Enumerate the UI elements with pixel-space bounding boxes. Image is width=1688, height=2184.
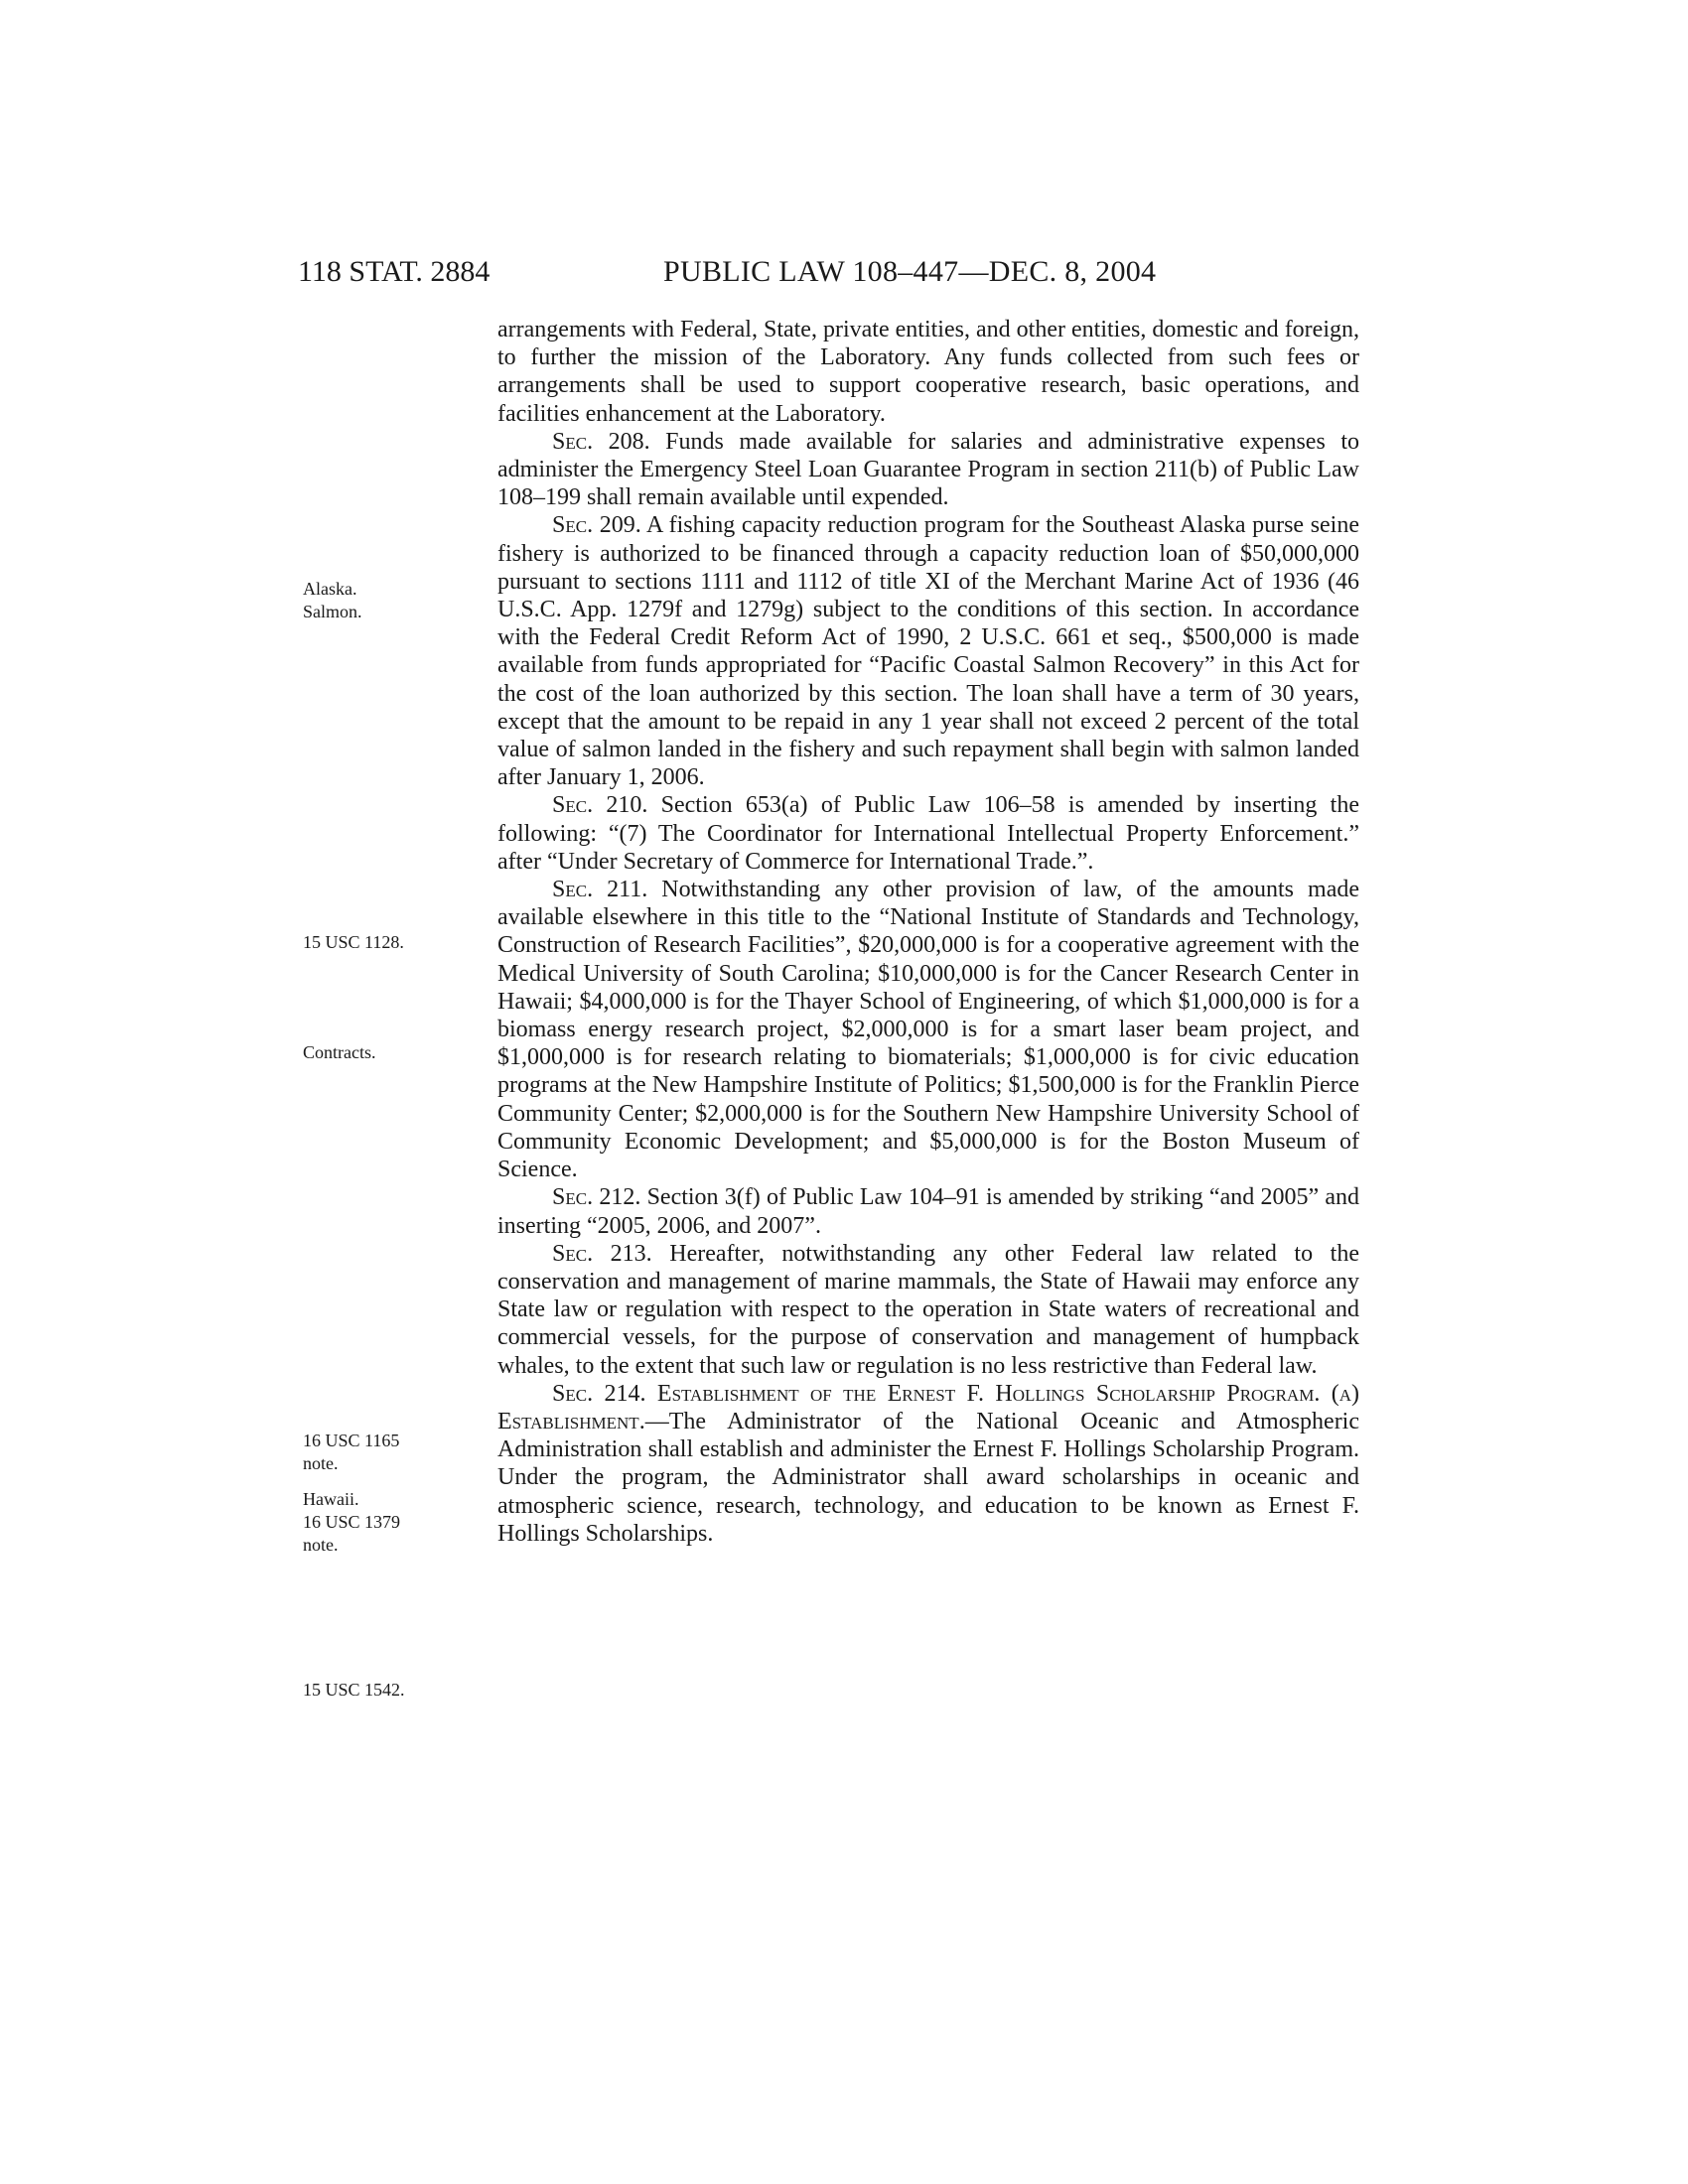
margin-note-line: Alaska. [303, 579, 357, 599]
margin-note-15-usc-1542 [303, 1679, 472, 1702]
section-label: Sec. 211. [552, 877, 648, 903]
section-heading: Establishment of the Ernest F. Hollings Scholarship Program. [645, 1380, 1321, 1407]
paragraph-sec-208 [497, 428, 1359, 512]
body-text [497, 316, 1359, 1548]
section-text: Section 3(f) of Public Law 104–91 is amended by striking “and 2005” and inserting “2005, 2006, and 2007”. [497, 1184, 1360, 1239]
margin-note-hawaii [303, 1488, 472, 1557]
paragraph-continuation: arrangements with Federal, State, private entities, and other entities, domestic and foreign, to further the mission of the Laboratory. Any funds collected from such fees or arrangements shall be used to support cooperative research, basic operations, and facilities enhancement at the Laboratory. [497, 317, 1359, 427]
section-text: Hereafter, notwithstanding any other Federal law related to the conservation and management of marine mammals, the State of Hawaii may enforce any State law or regulation with respect to the operation in State waters of recreational and commercial vessels, for the purpose of conservation and management of humpback whales, to the extent that such law or regulation is no less restrictive than Federal law. [497, 1240, 1359, 1379]
subsection-label: (a) Establishment. [497, 1380, 1360, 1434]
running-header [298, 252, 1390, 292]
margin-note-line: note. [303, 1535, 339, 1555]
section-text: A fishing capacity reduction program for the Southeast Alaska purse seine fishery is authorized to be financed through a capacity reduction loan of $50,000,000 pursuant to sections 1111 and 1112 of title XI of the Merchant Marine Act of 1936 (46 U.S.C. App. 1279f and 1279g) subject to the conditions of this section. In accordance with the Federal Credit Reform Act of 1990, 2 U.S.C. 661 et seq., $500,000 is made available from funds appropriated for “Pacific Coastal Salmon Recovery” in this Act for the cost of the loan authorized by this section. The loan shall have a term of 30 years, except that the amount to be repaid in any 1 year shall not exceed 2 percent of the total value of salmon landed in the fishery and such repayment shall begin with salmon landed after January 1, 2006. [497, 512, 1360, 791]
stat-page-number: 118 STAT. 2884 [298, 255, 491, 288]
margin-note-line: Hawaii. [303, 1489, 359, 1509]
paragraph-sec-212 [497, 1183, 1359, 1239]
section-label: Sec. 212. [552, 1184, 641, 1211]
section-label: Sec. 208. [552, 428, 650, 455]
paragraph-sec-213 [497, 1240, 1359, 1380]
section-label: Sec. 210. [552, 792, 648, 819]
section-label: Sec. 209. [552, 512, 641, 539]
margin-note-line: 16 USC 1379 [303, 1512, 401, 1532]
margin-note-line: note. [303, 1453, 339, 1473]
paragraph-sec-211 [497, 876, 1359, 1183]
margin-note-alaska-salmon [303, 578, 472, 623]
margin-note-line: 16 USC 1165 [303, 1431, 400, 1450]
section-text: —The Administrator of the National Oceanic and Atmospheric Administration shall establish and administer the Ernest F. Hollings Scholarship Program. Under the program, the Administrator shall award scholarships in oceanic and atmospheric science, research, technology, and education to be known as Ernest F. Hollings Scholarships. [497, 1408, 1359, 1547]
paragraph-sec-209 [497, 511, 1359, 791]
paragraph-sec-214 [497, 1380, 1359, 1548]
section-text: Notwithstanding any other provision of law, of the amounts made available elsewhere in this title to the “National Institute of Standards and Technology, Construction of Research Facilities”, $20,000,000 is for a cooperative agreement with the Medical University of South Carolina; $10,000,000 is for the Cancer Research Center in Hawaii; $4,000,000 is for the Thayer School of Engineering, of which $1,000,000 is for a biomass energy research project, $2,000,000 is for a smart laser beam project, and $1,000,000 is for research relating to biomaterials; $1,000,000 is for civic education programs at the New Hampshire Institute of Politics; $1,500,000 is for the Franklin Pierce Community Center; $2,000,000 is for the Southern New Hampshire University School of Community Economic Development; and $5,000,000 is for the Boston Museum of Science. [497, 877, 1360, 1183]
section-label: Sec. 214. [552, 1380, 646, 1407]
section-text: Funds made available for salaries and administrative expenses to administer the Emergency Steel Loan Guarantee Program in section 211(b) of Public Law 108–199 shall remain available until expended. [497, 428, 1359, 511]
margin-note-contracts [303, 1041, 472, 1064]
margin-note-line: Salmon. [303, 602, 362, 621]
section-label: Sec. 213. [552, 1240, 652, 1267]
margin-note-line: 15 USC 1128. [303, 932, 404, 952]
margin-note-15-usc-1128 [303, 931, 472, 954]
paragraph-sec-210 [497, 791, 1359, 876]
margin-note-line: 15 USC 1542. [303, 1680, 405, 1700]
section-text: Section 653(a) of Public Law 106–58 is amended by inserting the following: “(7) The Coordinator for International Intellectual Property Enforcement.” after “Under Secretary of Commerce for International Trade.”. [497, 792, 1359, 875]
margin-note-line: Contracts. [303, 1042, 376, 1062]
public-law-title: PUBLIC LAW 108–447—DEC. 8, 2004 [663, 255, 1157, 288]
margin-note-16-usc-1165 [303, 1430, 472, 1475]
